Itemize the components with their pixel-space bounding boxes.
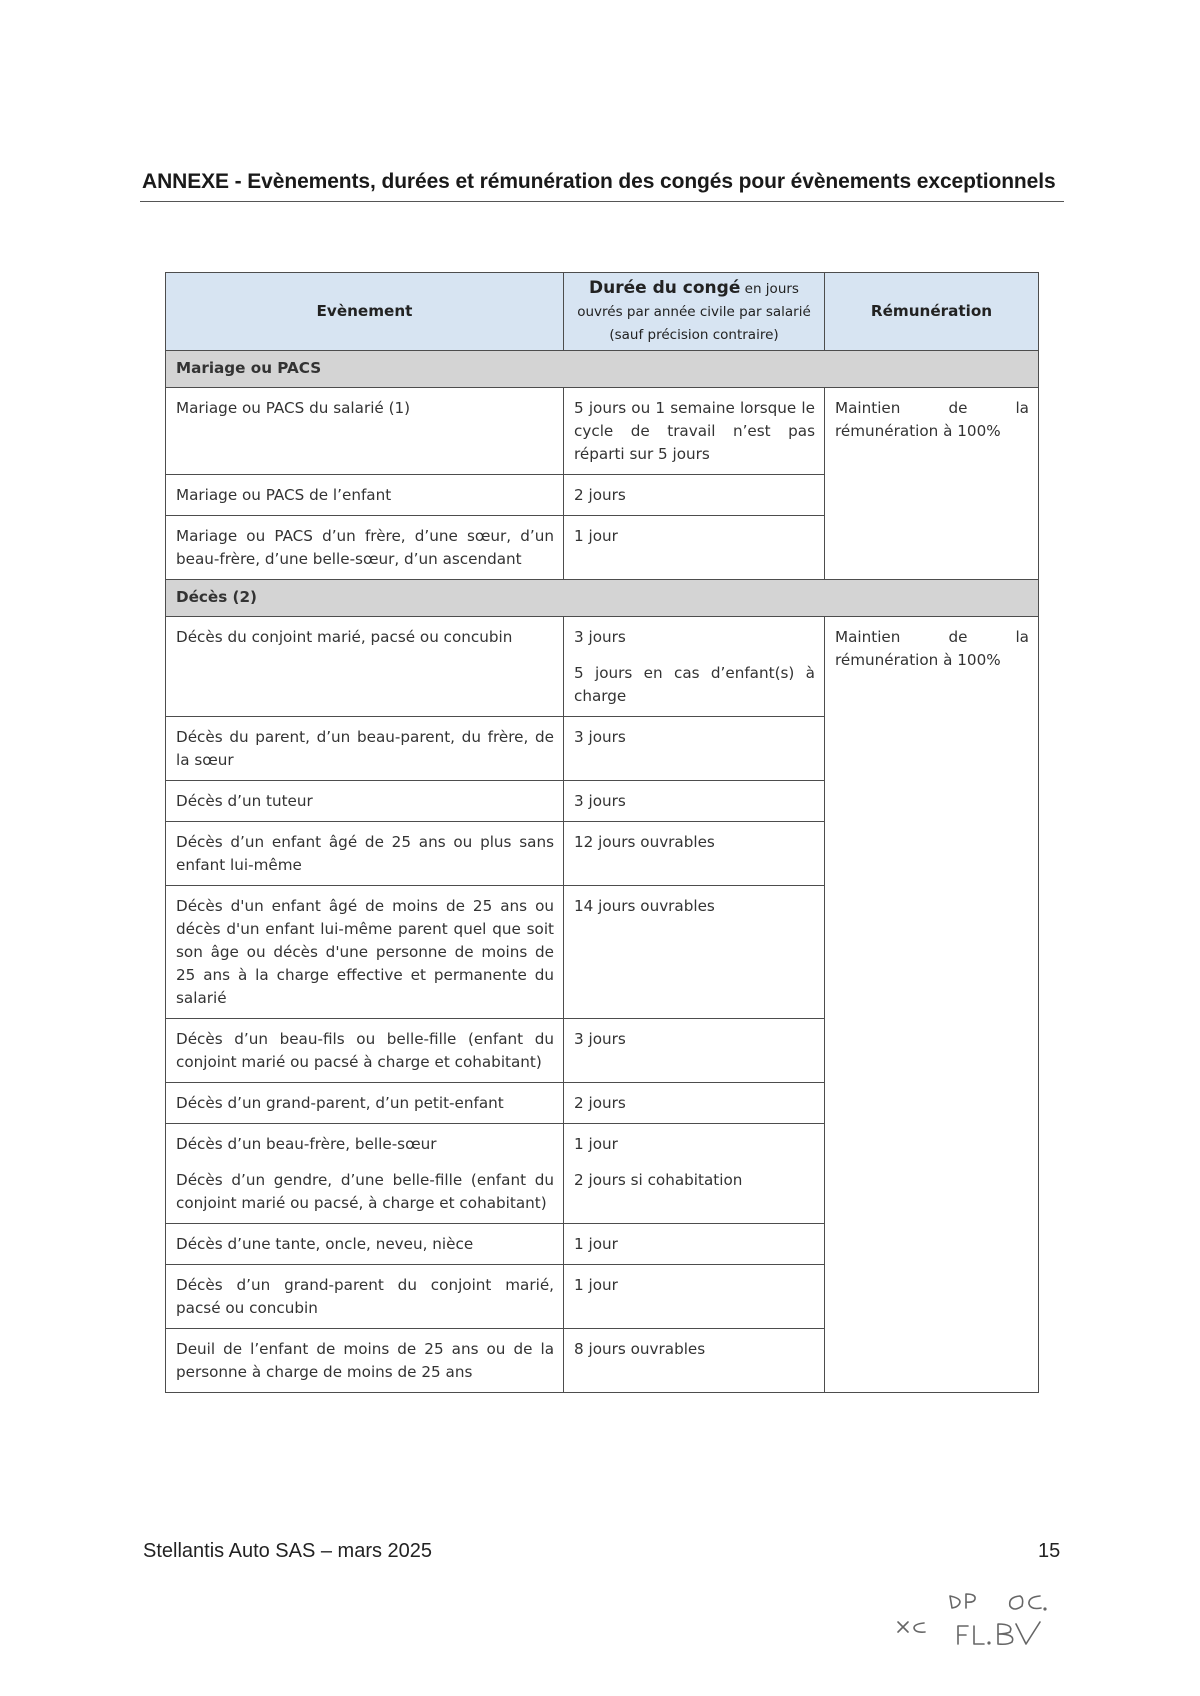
- event-cell: [166, 886, 564, 1019]
- duration-cell: [564, 475, 825, 516]
- header-duration-detail: en jours ouvrés par année civile par salarié (sauf précision contraire): [577, 281, 811, 343]
- duration-cell: [564, 822, 825, 886]
- duration-text: 3 jours: [574, 728, 626, 746]
- event-text: Décès du parent, d’un beau-parent, du frère, de la sœur: [176, 728, 554, 769]
- duration-cell: [564, 617, 825, 717]
- duration-text: 5 jours ou 1 semaine lorsque le cycle de travail n’est pas réparti sur 5 jours: [574, 399, 815, 463]
- leave-table: [165, 272, 1039, 1393]
- event-cell: [166, 1265, 564, 1329]
- duration-cell: [564, 886, 825, 1019]
- section-row: [166, 580, 1039, 617]
- duration-cell: [564, 388, 825, 475]
- duration-text-secondary: 2 jours si cohabitation: [574, 1171, 743, 1189]
- event-text: Décès d’un beau-fils ou belle-fille (enfant du conjoint marié ou pacsé à charge et cohabitant): [176, 1030, 554, 1071]
- duration-text: 8 jours ouvrables: [574, 1340, 706, 1358]
- duration-cell: [564, 1329, 825, 1393]
- section-label: Mariage ou PACS: [166, 351, 1039, 388]
- event-text: Deuil de l’enfant de moins de 25 ans ou de la personne à charge de moins de 25 ans: [176, 1340, 554, 1381]
- header-event: Evènement: [166, 273, 564, 351]
- duration-text: 3 jours: [574, 1030, 626, 1048]
- duration-text: 1 jour: [574, 1135, 618, 1153]
- duration-cell: [564, 781, 825, 822]
- document-title: ANNEXE - Evènements, durées et rémunération des congés pour évènements exceptionnels: [142, 170, 1056, 193]
- event-cell: [166, 1124, 564, 1224]
- footer-page-number: 15: [1038, 1540, 1061, 1562]
- event-text-secondary: Décès d’un gendre, d’une belle-fille (enfant du conjoint marié ou pacsé, à charge et cohabitant): [176, 1171, 554, 1212]
- header-duration-bold: Durée du congé: [589, 278, 741, 298]
- duration-text: 14 jours ouvrables: [574, 897, 715, 915]
- header-remuneration: Rémunération: [825, 273, 1039, 351]
- duration-text-secondary: 5 jours en cas d’enfant(s) à charge: [574, 664, 815, 705]
- remuneration-text: Maintien de la rémunération à 100%: [835, 628, 1029, 669]
- event-cell: [166, 781, 564, 822]
- event-cell: [166, 388, 564, 475]
- event-cell: [166, 1329, 564, 1393]
- duration-text: 3 jours: [574, 628, 626, 646]
- duration-text: 2 jours: [574, 486, 626, 504]
- event-cell: [166, 1083, 564, 1124]
- title-underline: [140, 201, 1064, 202]
- event-text: Décès du conjoint marié, pacsé ou concubin: [176, 628, 513, 646]
- event-text: Décès d’un enfant âgé de 25 ans ou plus sans enfant lui-même: [176, 833, 554, 874]
- event-cell: [166, 1019, 564, 1083]
- handwritten-initials: [892, 1582, 1072, 1672]
- duration-cell: [564, 1083, 825, 1124]
- duration-text: 1 jour: [574, 1235, 618, 1253]
- duration-text: 1 jour: [574, 527, 618, 545]
- duration-text: 3 jours: [574, 792, 626, 810]
- event-text: Décès d’un grand-parent, d’un petit-enfant: [176, 1094, 504, 1112]
- duration-cell: [564, 1019, 825, 1083]
- event-text: Décès d’un tuteur: [176, 792, 313, 810]
- event-text: Décès d'un enfant âgé de moins de 25 ans ou décès d'un enfant lui-même parent quel que soit son âge ou décès d'une personne de moins de 25 ans à la charge effective et permanente du salarié: [176, 897, 554, 1007]
- table-header-row: [166, 273, 1039, 351]
- duration-cell: [564, 717, 825, 781]
- event-cell: [166, 822, 564, 886]
- event-cell: [166, 617, 564, 717]
- remuneration-text: Maintien de la rémunération à 100%: [835, 399, 1029, 440]
- section-row: [166, 351, 1039, 388]
- duration-cell: [564, 516, 825, 580]
- duration-text: 1 jour: [574, 1276, 618, 1294]
- table-row: [166, 617, 1039, 717]
- duration-text: 12 jours ouvrables: [574, 833, 715, 851]
- event-text: Décès d’un grand-parent du conjoint marié, pacsé ou concubin: [176, 1276, 554, 1317]
- event-cell: [166, 717, 564, 781]
- event-text: Décès d’un beau-frère, belle-sœur: [176, 1135, 437, 1153]
- remuneration-cell: [825, 617, 1039, 1393]
- footer-company-date: Stellantis Auto SAS – mars 2025: [143, 1540, 433, 1562]
- event-text: Décès d’une tante, oncle, neveu, nièce: [176, 1235, 474, 1253]
- duration-cell: [564, 1124, 825, 1224]
- leave-table-container: [165, 272, 1039, 1393]
- table-body: [166, 351, 1039, 1393]
- duration-cell: [564, 1265, 825, 1329]
- event-text: Mariage ou PACS d’un frère, d’une sœur, d’un beau-frère, d’une belle-sœur, d’un ascendant: [176, 527, 554, 568]
- duration-text: 2 jours: [574, 1094, 626, 1112]
- remuneration-cell: [825, 388, 1039, 580]
- header-duration: [564, 273, 825, 351]
- event-cell: [166, 1224, 564, 1265]
- event-cell: [166, 516, 564, 580]
- event-cell: [166, 475, 564, 516]
- event-text: Mariage ou PACS du salarié (1): [176, 399, 411, 417]
- event-text: Mariage ou PACS de l’enfant: [176, 486, 392, 504]
- table-row: [166, 388, 1039, 475]
- section-label: Décès (2): [166, 580, 1039, 617]
- duration-cell: [564, 1224, 825, 1265]
